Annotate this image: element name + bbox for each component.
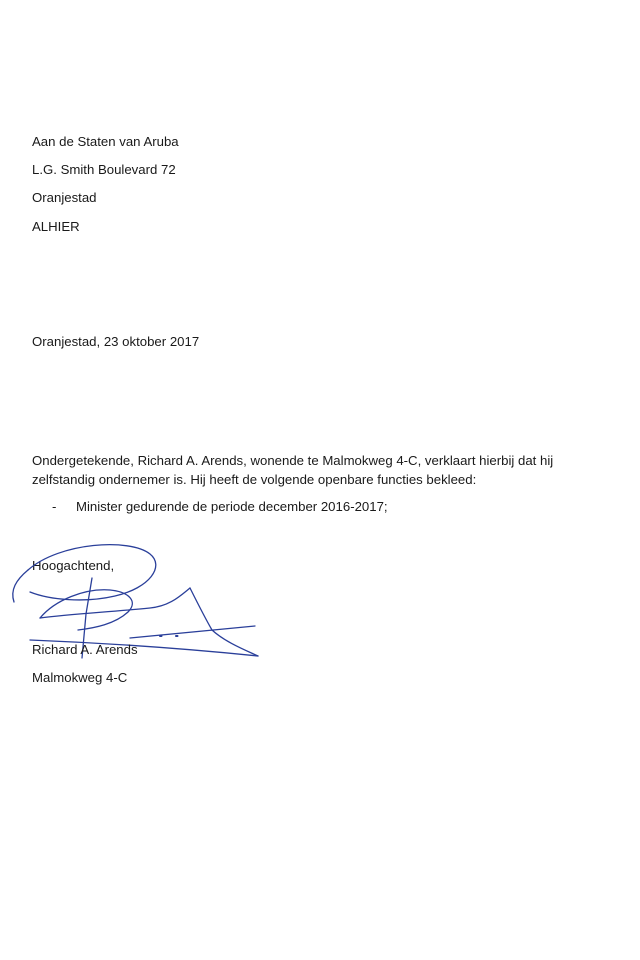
- recipient-line-3: Oranjestad: [32, 190, 97, 205]
- bullet-marker: -: [52, 499, 57, 514]
- recipient-line-1: Aan de Staten van Aruba: [32, 134, 179, 149]
- sender-name: Richard A. Arends: [32, 642, 138, 657]
- recipient-line-2: L.G. Smith Boulevard 72: [32, 162, 176, 177]
- letter-date: Oranjestad, 23 oktober 2017: [32, 334, 200, 349]
- letter-closing: Hoogachtend,: [32, 558, 115, 573]
- body-paragraph: Ondergetekende, Richard A. Arends, wonende te Malmokweg 4-C, verklaart hierbij dat hij zelfstandig ondernemer is. Hij heeft de volgende openbare functies bekleed:: [32, 453, 554, 487]
- letter-body: [32, 451, 617, 489]
- sender-address: Malmokweg 4-C: [32, 670, 128, 685]
- bullet-text: Minister gedurende de periode december 2016-2017;: [76, 499, 388, 514]
- recipient-line-4: ALHIER: [32, 219, 80, 234]
- list-item: [52, 499, 388, 515]
